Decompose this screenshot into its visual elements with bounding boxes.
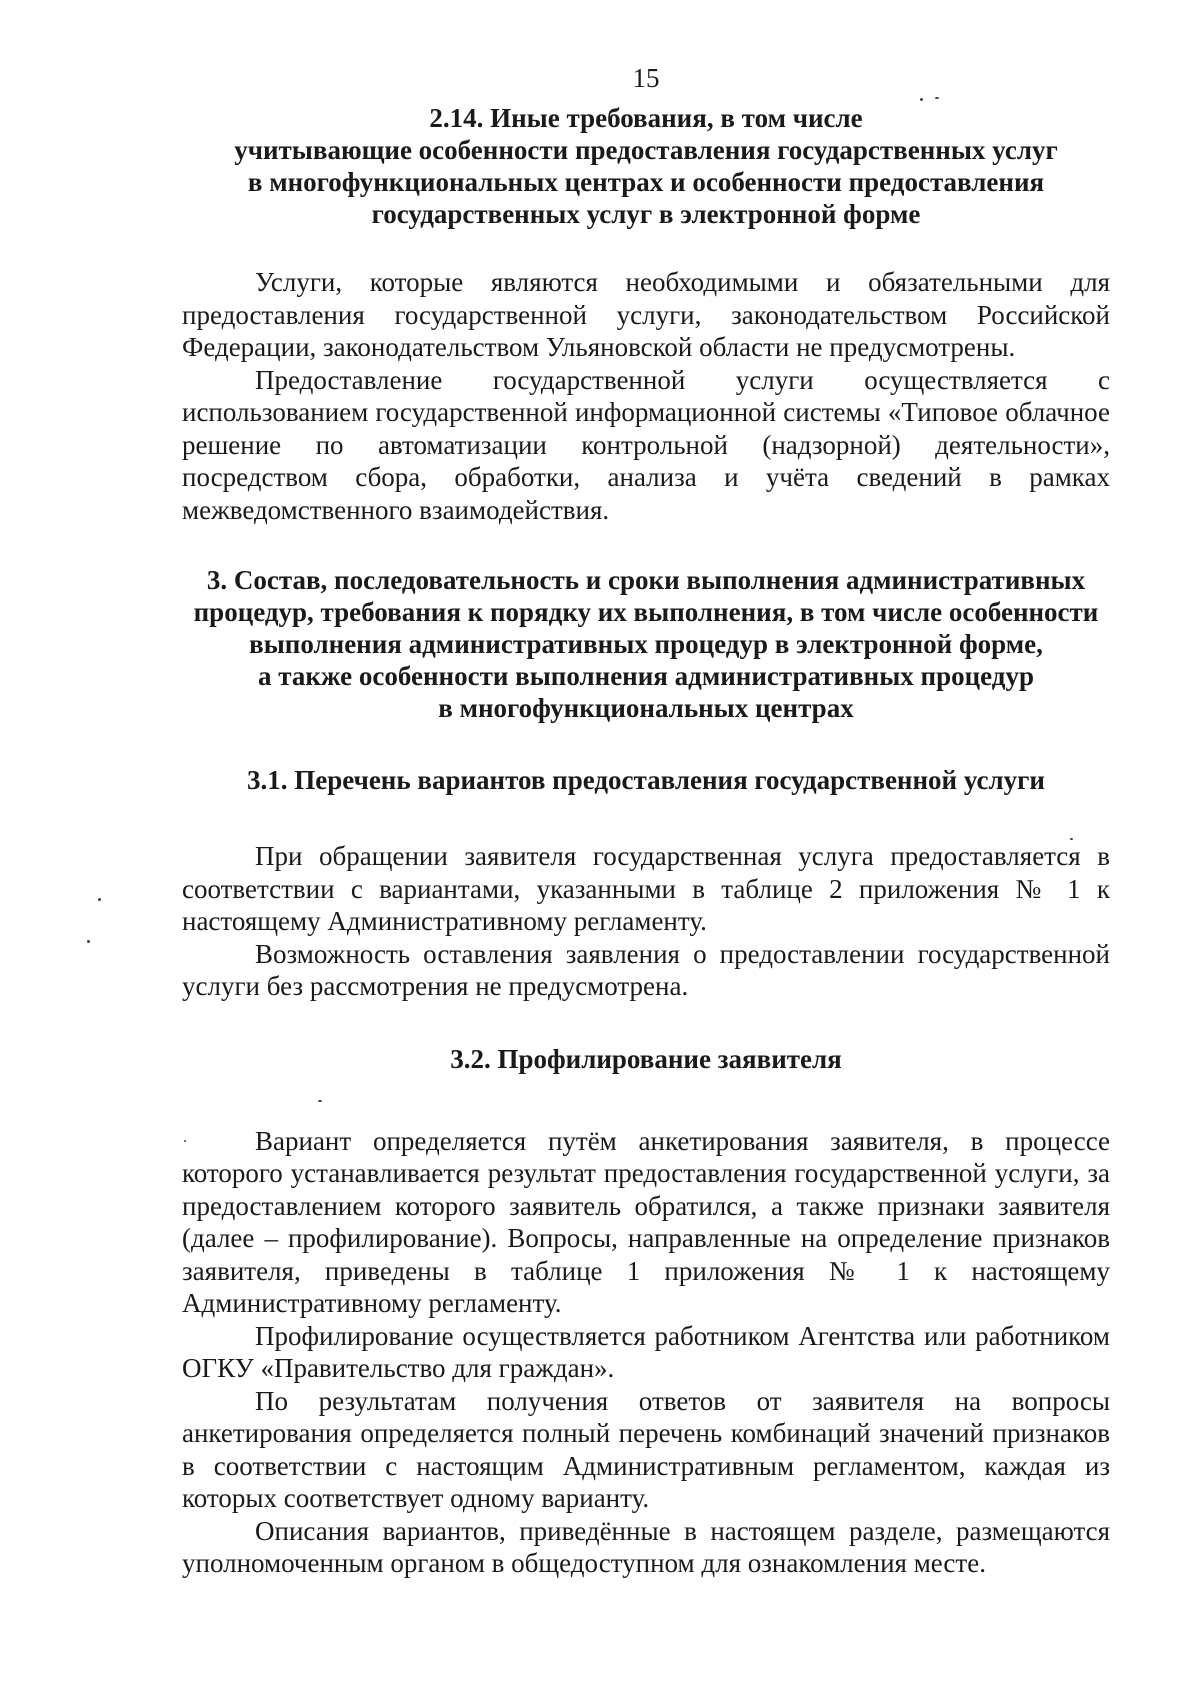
heading-line: в многофункциональных центрах и особенности предоставления [247,167,1045,197]
heading-line: учитывающие особенности предоставления государственных услуг [234,135,1058,165]
spacer [182,796,1110,840]
heading-line: а также особенности выполнения административных процедур [258,661,1034,691]
page-number: 15 [632,63,660,93]
paragraph: При обращении заявителя государственная услуга предоставляется в соответствии с вариантами, указанными в таблице 2 приложения № 1 к настоящему Административному регламенту. [182,841,1110,936]
paragraph: Вариант определяется путём анкетирования заявителя, в процессе которого устанавливается результат предоставления государственной услуги, за предоставлением которого заявитель обратился, а также признаки заявителя (далее – профилирование). Вопросы, направленные на определение признаков заявителя, приведены в таблице 1 приложения № 1 к настоящему Административному регламенту. [182,1125,1110,1318]
heading-line: 2.14. Иные требования, в том числе [429,103,863,133]
scan-speck [98,898,101,901]
spacer [182,1003,1110,1043]
spacer [182,526,1110,564]
spacer [182,230,1110,266]
scan-speck [318,1100,322,1102]
scan-speck [87,940,90,943]
heading-line: выполнения административных процедур в электронной форме, [249,629,1043,659]
paragraph: Описания вариантов, приведённые в настоящем разделе, размещаются уполномоченным органом в общедоступном для ознакомления месте. [182,1515,1110,1578]
scan-speck [184,1140,186,1142]
scan-speck [935,97,939,99]
section-3-2-heading: 3.2. Профилирование заявителя [450,1043,842,1074]
scan-speck [1070,838,1073,840]
heading-line: в многофункциональных центрах [438,693,854,723]
paragraph: Профилирование осуществляется работником Агентства или работником ОГКУ «Правительство для граждан». [182,1320,1110,1383]
section-3-1-heading: 3.1. Перечень вариантов предоставления государственной услуги [247,765,1045,795]
section-2-14-heading [182,102,1110,230]
heading-line: процедур, требования к порядку их выполнения, в том числе особенности [193,597,1099,627]
paragraph: Возможность оставления заявления о предоставлении государственной услуги без рассмотрения не предусмотрена. [182,938,1110,1001]
paragraph: По результатам получения ответов от заявителя на вопросы анкетирования определяется полный перечень комбинаций значений признаков в соответствии с настоящим Административным регламентом, каждая из которых соответствует одному варианту. [182,1385,1110,1513]
paragraph: Предоставление государственной услуги осуществляется с использованием государственной информационной системы «Типовое облачное решение по автоматизации контрольной (надзорной) деятельности», посредством сбора, обработки, анализа и учёта сведений в рамках межведомственного взаимодействия. [182,364,1110,525]
heading-line: 3. Состав, последовательность и сроки выполнения административных [206,565,1086,595]
heading-line: государственных услуг в электронной форме [371,199,921,229]
scan-speck [920,98,923,101]
spacer [182,724,1110,764]
section-3-heading [182,564,1110,724]
paragraph: Услуги, которые являются необходимыми и обязательными для предоставления государственной услуги, законодательством Российской Федерации, законодательством Ульяновской области не предусмотрены. [182,267,1110,362]
